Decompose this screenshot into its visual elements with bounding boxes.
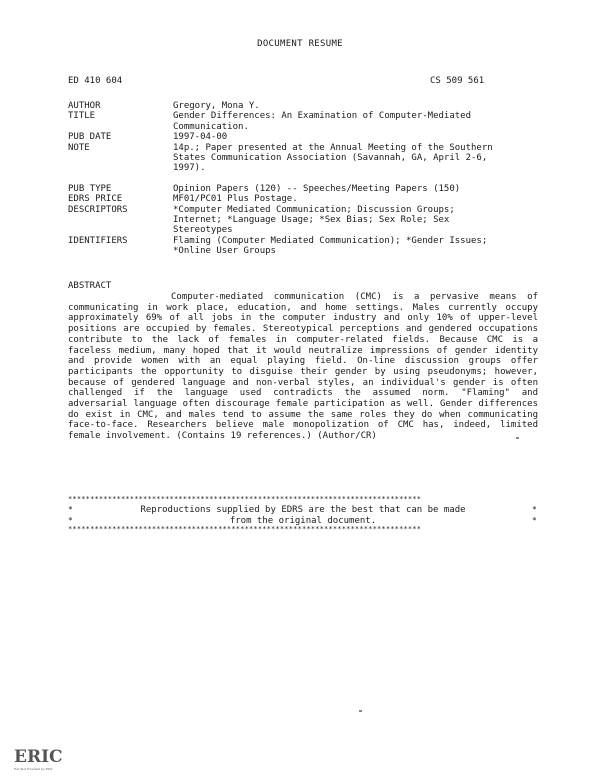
- meta-value: MF01/PC01 Plus Postage.: [173, 194, 298, 205]
- star-edge-left: *: [68, 505, 73, 514]
- star-border-bottom: ********************************************************************************: [68, 525, 422, 533]
- eric-logo-icon: [14, 742, 63, 772]
- star-edge-right: *: [532, 516, 537, 525]
- meta-label: DESCRIPTORS: [68, 204, 128, 215]
- meta-row-descriptors: [68, 205, 538, 236]
- meta-label: IDENTIFIERS: [68, 235, 128, 246]
- star-edge-right: *: [532, 505, 537, 514]
- meta-value: Gregory, Mona Y.: [173, 101, 260, 111]
- meta-value: 1997-04-00: [173, 132, 228, 143]
- meta-row-pub-type: [68, 184, 538, 194]
- abstract-text: Computer-mediated communication (CMC) is a pervasive means of communicating in work place, education, and home settings. Males currently occupy approximately 69% of all jobs in the computer industry and only 10% of upper-level positions are occupied by females. Stereotypical perceptions and gendered occupations contribute to the lack of females in computer-related fields. Because CMC is a faceless medium, many hoped that it would neutralize impressions of gender identity and provide women with an equal playing field. On-line discussion groups offer participants the opportunity to disguise their gender by using pseudonyms; however, because of gendered language and non-verbal styles, an individual's gender is often challenged if the language used contradicts the assumed norm. "Flaming" and adversarial language often discourage female participation as well. Gender differences do exist in CMC, and males tend to assume the same roles they do when communicating face-to-face. Researchers believe male monopolization of CMC has, indeed, limited female involvement. (Contains 19 references.) (Author/CR): [68, 292, 538, 442]
- meta-row-identifiers: [68, 236, 538, 257]
- reproduction-line-1: Reproductions supplied by EDRS are the best that can be made: [140, 505, 466, 515]
- abstract-label: ABSTRACT: [68, 281, 112, 291]
- star-border-top: ********************************************************************************: [68, 495, 422, 503]
- reproduction-notice: [68, 505, 538, 526]
- cs-number: CS 509 561: [430, 76, 485, 86]
- meta-label: EDRS PRICE: [68, 194, 123, 205]
- ed-number: ED 410 604: [68, 76, 123, 86]
- scan-speck: [516, 437, 519, 439]
- meta-label: TITLE: [68, 111, 96, 122]
- metadata-block: [68, 101, 538, 257]
- meta-value: Flaming (Computer Mediated Communication); *Gender Issues; *Online User Groups: [173, 235, 488, 257]
- eric-logo-subtext: Full Text Provided by ERIC: [14, 767, 53, 771]
- reproduction-line-2: from the original document.: [229, 515, 377, 526]
- meta-value: *Computer Mediated Communication; Discussion Groups; Internet; *Language Usage; *Sex Bias; Sex Role; Sex Stereotypes: [173, 204, 455, 236]
- meta-row-author: [68, 101, 538, 111]
- meta-value: Gender Differences: An Examination of Computer-Mediated Communication.: [173, 111, 472, 132]
- meta-row-note: [68, 143, 538, 174]
- meta-label: PUB DATE: [68, 132, 112, 143]
- document-resume-title: DOCUMENT RESUME: [257, 39, 343, 49]
- meta-value: 14p.; Paper presented at the Annual Meeting of the Southern States Communication Association (Savannah, GA, April 2-6, 1997).: [173, 142, 493, 174]
- meta-value: Opinion Papers (120) -- Speeches/Meeting Papers (150): [173, 183, 461, 194]
- meta-row-edrs-price: [68, 194, 538, 204]
- meta-label: PUB TYPE: [68, 183, 112, 194]
- eric-logo-text: ERIC: [14, 747, 63, 767]
- meta-row-title: [68, 111, 538, 132]
- meta-label: NOTE: [68, 142, 90, 153]
- star-edge-left: *: [68, 516, 73, 525]
- meta-row-pub-date: [68, 132, 538, 142]
- scan-speck: [359, 710, 362, 712]
- meta-label: AUTHOR: [68, 101, 101, 111]
